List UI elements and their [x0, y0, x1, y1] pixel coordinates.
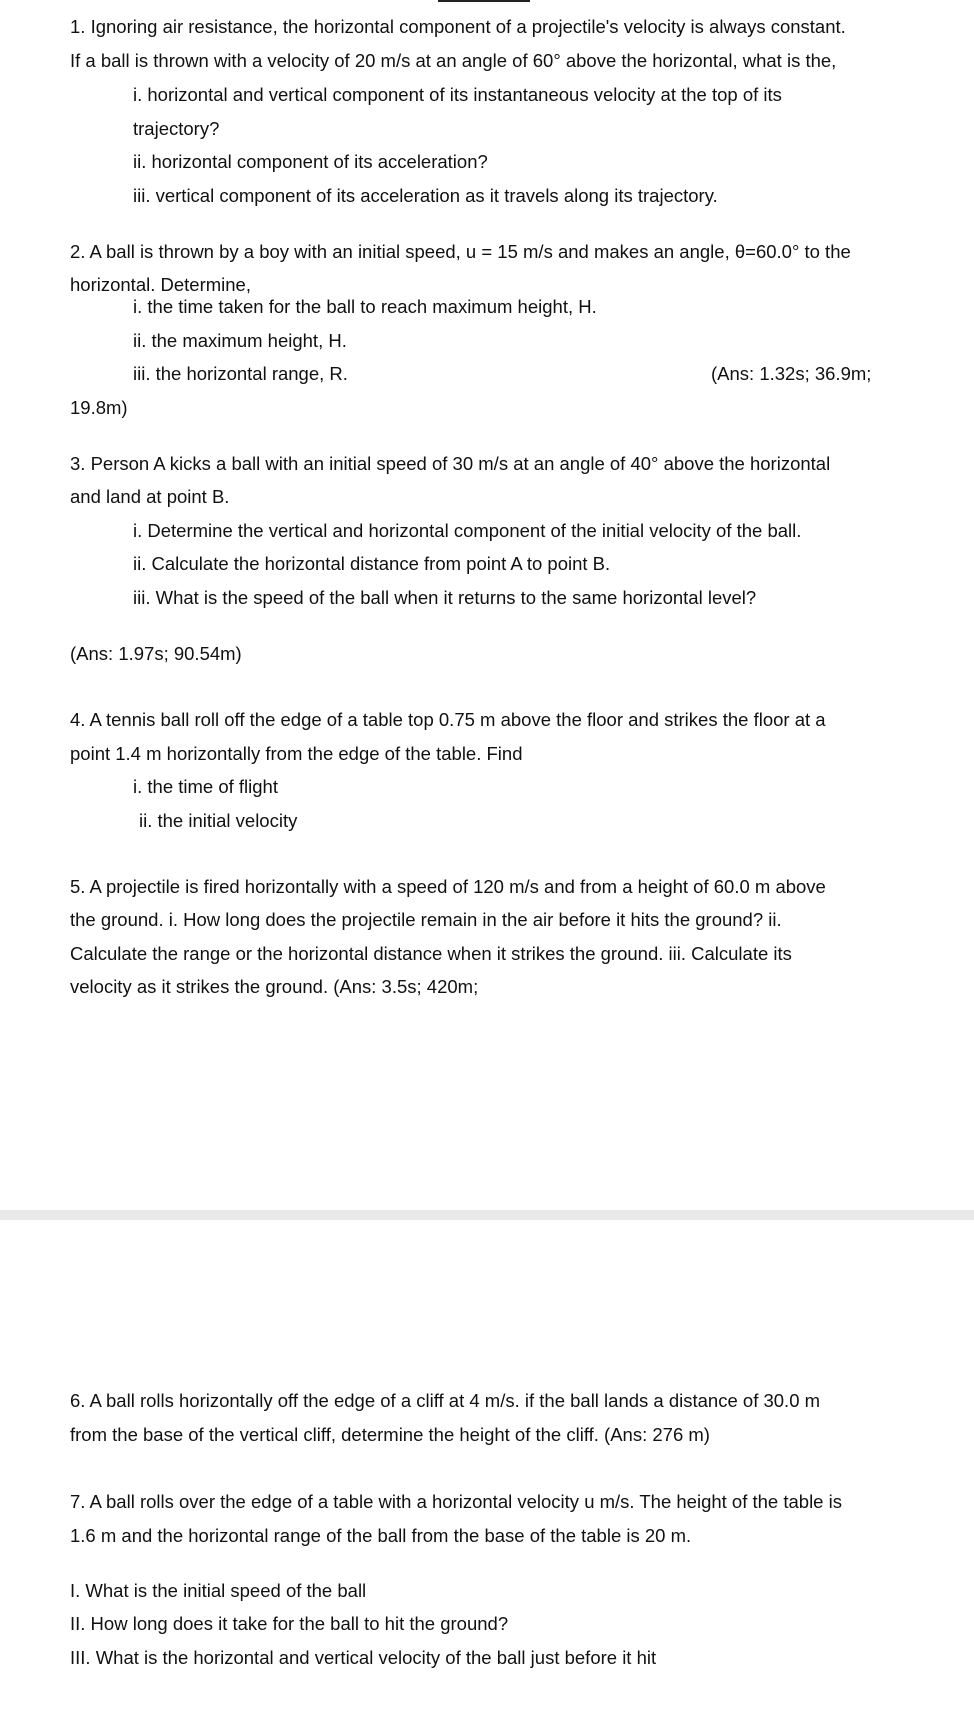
- question-2-answer-part-2: 19.8m): [70, 397, 128, 418]
- question-1-part-iii: iii. vertical component of its acceleration as it travels along its trajectory.: [133, 185, 718, 206]
- question-3-text-line-1: 3. Person A kicks a ball with an initial speed of 30 m/s at an angle of 40° above the horizontal: [70, 453, 831, 474]
- question-7-part-II: II. How long does it take for the ball to hit the ground?: [70, 1613, 509, 1634]
- question-6-text-line-1: 6. A ball rolls horizontally off the edge of a cliff at 4 m/s. if the ball lands a distance of 30.0 m: [70, 1390, 821, 1411]
- question-2-part-ii: ii. the maximum height, H.: [133, 330, 347, 351]
- question-1-text-line-2: If a ball is thrown with a velocity of 20 m/s at an angle of 60° above the horizontal, what is the,: [70, 50, 837, 71]
- question-2-part-iii: iii. the horizontal range, R.: [133, 363, 348, 384]
- header-rule: [438, 0, 530, 2]
- question-2-answer-part-1: (Ans: 1.32s; 36.9m;: [711, 363, 872, 384]
- question-4-text-line-2: point 1.4 m horizontally from the edge of the table. Find: [70, 743, 523, 764]
- document-page-2: [0, 1220, 974, 1734]
- question-2-part-i: i. the time taken for the ball to reach maximum height, H.: [133, 296, 597, 317]
- question-5-text-line-1: 5. A projectile is fired horizontally with a speed of 120 m/s and from a height of 60.0 m above: [70, 876, 826, 897]
- question-7-text-line-1: 7. A ball rolls over the edge of a table with a horizontal velocity u m/s. The height of the table is: [70, 1491, 842, 1512]
- question-3-part-i: i. Determine the vertical and horizontal component of the initial velocity of the ball.: [133, 520, 802, 541]
- question-5-text-line-4: velocity as it strikes the ground. (Ans: 3.5s; 420m;: [70, 976, 479, 997]
- question-4-text-line-1: 4. A tennis ball roll off the edge of a table top 0.75 m above the floor and strikes the floor at a: [70, 709, 826, 730]
- question-5-text-line-3: Calculate the range or the horizontal distance when it strikes the ground. iii. Calculate its: [70, 943, 792, 964]
- question-3-part-ii: ii. Calculate the horizontal distance from point A to point B.: [133, 553, 611, 574]
- question-1-part-ii: ii. horizontal component of its acceleration?: [133, 151, 488, 172]
- question-6-text-line-2: from the base of the vertical cliff, determine the height of the cliff. (Ans: 276 m): [70, 1424, 710, 1445]
- question-4-part-i: i. the time of flight: [133, 776, 278, 797]
- question-7-part-III: III. What is the horizontal and vertical velocity of the ball just before it hit: [70, 1647, 657, 1668]
- question-2-text-line-2: horizontal. Determine,: [70, 274, 251, 295]
- question-3-text-line-2: and land at point B.: [70, 486, 230, 507]
- question-1-part-i-line-2: trajectory?: [133, 118, 220, 139]
- question-1-part-i-line-1: i. horizontal and vertical component of its instantaneous velocity at the top of its: [133, 84, 782, 105]
- question-7-part-I: I. What is the initial speed of the ball: [70, 1580, 367, 1601]
- question-2-text-line-1: 2. A ball is thrown by a boy with an initial speed, u = 15 m/s and makes an angle, θ=60.0° to the: [70, 241, 851, 262]
- question-5-text-line-2: the ground. i. How long does the projectile remain in the air before it hits the ground? ii.: [70, 909, 782, 930]
- question-3-part-iii: iii. What is the speed of the ball when it returns to the same horizontal level?: [133, 587, 757, 608]
- question-7-text-line-2: 1.6 m and the horizontal range of the ball from the base of the table is 20 m.: [70, 1525, 692, 1546]
- question-3-answer: (Ans: 1.97s; 90.54m): [70, 643, 242, 664]
- page-separator: [0, 1210, 974, 1220]
- question-4-part-ii: ii. the initial velocity: [139, 810, 298, 831]
- question-1-text-line-1: 1. Ignoring air resistance, the horizontal component of a projectile's velocity is always constant.: [70, 16, 846, 37]
